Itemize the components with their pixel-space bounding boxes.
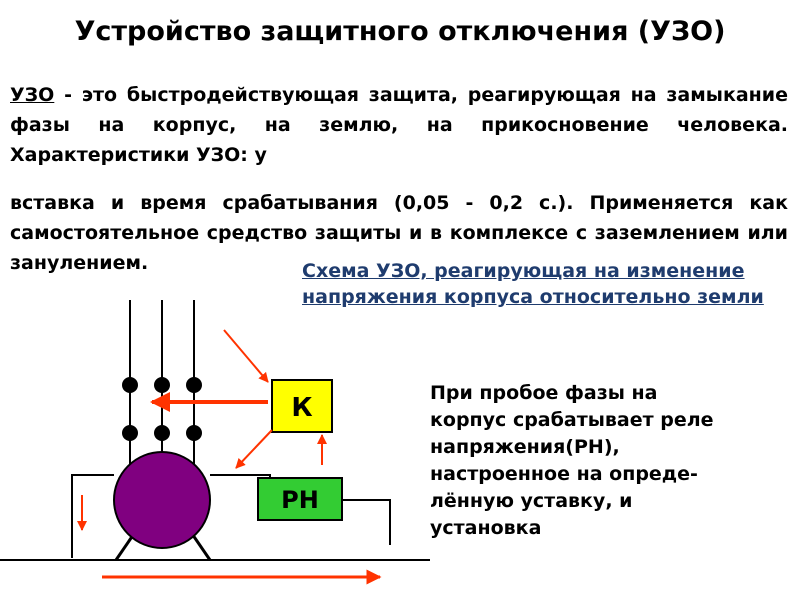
wiring xyxy=(0,475,430,560)
motor-body xyxy=(114,452,210,548)
relay-label: РН xyxy=(281,486,319,514)
page-title: Устройство защитного отключения (УЗО) xyxy=(74,16,726,47)
description-text: При пробое фазы на корпус срабатывает реле напряжения(РН), настроенное на опреде-лённую уставку, и установка xyxy=(430,382,714,539)
uzo-term: УЗО xyxy=(10,84,55,106)
intro-paragraph xyxy=(10,80,788,170)
switch-label: К xyxy=(291,393,313,423)
contact-dot xyxy=(154,377,170,393)
fault-arrow-diag xyxy=(236,430,272,468)
fault-arrow-top xyxy=(224,330,268,382)
diagram-caption: Схема УЗО, реагирующая на изменение напряжения корпуса относительно земли xyxy=(302,260,764,308)
relay-wire xyxy=(342,500,390,545)
contact-dot xyxy=(122,425,138,441)
signal-arrows xyxy=(82,330,380,577)
motor-symbol xyxy=(114,452,210,560)
intro-text: - это быстродействующая защита, реагирующая на замыкание фазы на корпус, на землю, на прикосновение человека. Характеристики УЗО: у xyxy=(10,84,788,166)
contact-dot xyxy=(154,425,170,441)
settings-paragraph: вставка и время срабатывания (0,05 - 0,2 с.). Применяется как самостоятельное средство защиты и в комплексе с заземлением или занулением. xyxy=(10,192,788,274)
contact-dot xyxy=(186,377,202,393)
contact-dot xyxy=(186,425,202,441)
contact-dot xyxy=(122,377,138,393)
housing-wire-left xyxy=(72,475,114,558)
